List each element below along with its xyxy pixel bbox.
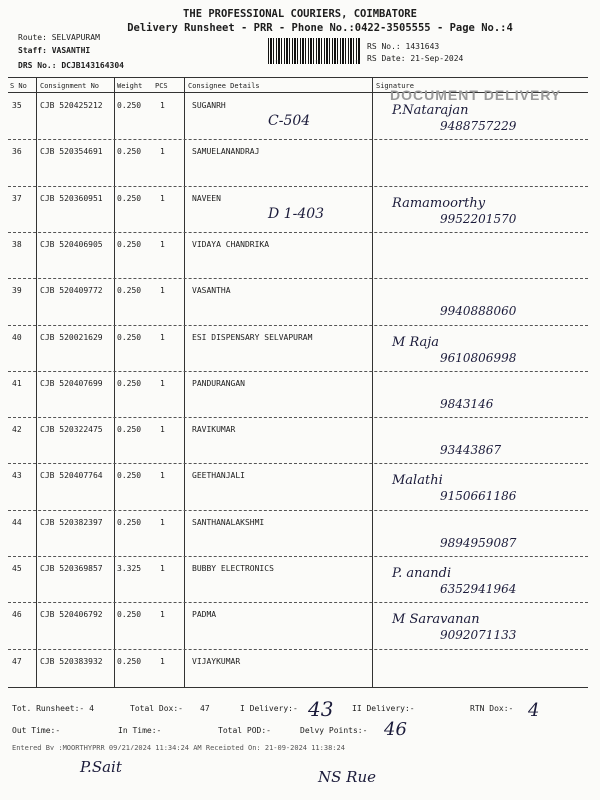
- total-dox-value: 47: [200, 704, 210, 713]
- row-handwritten-note: C-504: [268, 113, 311, 129]
- row-consignment-no: CJB 520406792: [40, 610, 103, 620]
- row-separator: [8, 186, 588, 187]
- row-consignment-no: CJB 520354691: [40, 147, 103, 157]
- row-pcs: 1: [160, 193, 165, 203]
- row-weight: 0.250: [117, 610, 142, 620]
- row-consignee: VASANTHA: [192, 286, 231, 296]
- row-pcs: 1: [160, 471, 165, 481]
- runsheet-subtitle: Delivery Runsheet - PRR - Phone No.:0422-3505555 - Page No.:4: [127, 22, 513, 34]
- row-weight: 0.250: [117, 471, 142, 481]
- row-separator: [8, 139, 588, 140]
- rs-number: RS No.: 1431643: [367, 42, 440, 51]
- row-separator: [8, 556, 588, 557]
- row-sno: 41: [12, 378, 22, 388]
- row-phone: 9488757229: [440, 119, 517, 133]
- drs-number: DRS No.: DCJB143164304: [18, 61, 124, 70]
- row-sno: 43: [12, 471, 22, 481]
- row-weight: 0.250: [117, 147, 142, 157]
- rs-date: RS Date: 21-Sep-2024: [367, 54, 464, 63]
- col-header-consignee: Consignee Details: [188, 82, 260, 90]
- row-phone: 9843146: [440, 396, 494, 411]
- col-header-consignment: Consignment No: [40, 82, 100, 90]
- row-signature: Malathi: [392, 473, 443, 489]
- row-consignee: SUGANRH: [192, 101, 226, 110]
- row-phone: 6352941964: [440, 582, 517, 596]
- row-consignee: NAVEEN: [192, 193, 221, 203]
- company-name: THE PROFESSIONAL COURIERS, COIMBATORE: [183, 8, 417, 20]
- row-consignment-no: CJB 520021629: [40, 332, 103, 342]
- row-weight: 0.250: [117, 517, 142, 527]
- row-separator: [8, 649, 588, 650]
- signature-supervisor: NS Rue: [318, 768, 377, 786]
- row-signature: P. anandi: [392, 566, 452, 581]
- row-consignee: PADMA: [192, 610, 217, 620]
- row-handwritten-note: D 1-403: [268, 205, 325, 222]
- row-weight: 0.250: [117, 239, 142, 249]
- row-consignee: SANTHANALAKSHMI: [192, 517, 265, 527]
- row-pcs: 1: [160, 610, 165, 620]
- row-weight: 0.250: [117, 332, 142, 342]
- row-separator: [8, 417, 588, 418]
- total-dox-label: Total Dox:-: [130, 704, 183, 713]
- row-sno: 39: [12, 286, 22, 296]
- row-sno: 45: [12, 564, 22, 573]
- col-divider: [36, 77, 37, 687]
- row-consignee: SAMUELANANDRAJ: [192, 147, 260, 157]
- tot-runsheet: Tot. Runsheet:- 4: [12, 704, 94, 713]
- col-divider: [184, 77, 185, 687]
- row-phone: 9150661186: [440, 489, 517, 504]
- row-consignee: PANDURANGAN: [192, 378, 245, 388]
- row-consignee: VIDAYA CHANDRIKA: [192, 239, 270, 249]
- delvy-points-label: Delvy Points:-: [300, 726, 368, 735]
- row-signature: M Raja: [392, 334, 440, 350]
- row-pcs: 1: [160, 147, 165, 157]
- rtn-dox-label: RTN Dox:-: [470, 704, 514, 713]
- barcode: [268, 38, 361, 64]
- row-weight: 0.250: [117, 193, 142, 203]
- row-phone: 93443867: [440, 443, 502, 458]
- row-phone: 9894959087: [440, 535, 517, 550]
- row-pcs: 1: [160, 517, 165, 527]
- rtn-dox-value: 4: [528, 700, 540, 721]
- row-pcs: 1: [160, 564, 165, 573]
- row-consignment-no: CJB 520322475: [40, 425, 103, 435]
- row-sno: 35: [12, 101, 22, 110]
- table-bottom-rule: [8, 687, 588, 688]
- row-weight: 0.250: [117, 656, 142, 666]
- row-weight: 0.250: [117, 378, 142, 388]
- delvy-points-value: 46: [384, 719, 407, 740]
- row-phone: 9092071133: [440, 628, 517, 643]
- signature-staff: P.Sait: [80, 758, 122, 776]
- row-pcs: 1: [160, 332, 165, 342]
- row-signature: Ramamoorthy: [392, 195, 486, 211]
- col-divider: [114, 77, 115, 687]
- row-pcs: 1: [160, 286, 165, 296]
- row-consignee: GEETHANJALI: [192, 471, 245, 481]
- row-sno: 37: [12, 193, 22, 203]
- row-separator: [8, 463, 588, 464]
- total-pod-label: Total POD:-: [218, 726, 271, 735]
- row-consignment-no: CJB 520407764: [40, 471, 103, 481]
- row-consignee: BUBBY ELECTRONICS: [192, 564, 274, 573]
- row-pcs: 1: [160, 239, 165, 249]
- row-phone: 9610806998: [440, 350, 517, 365]
- row-pcs: 1: [160, 425, 165, 435]
- row-separator: [8, 371, 588, 372]
- row-separator: [8, 325, 588, 326]
- row-sno: 36: [12, 147, 22, 157]
- row-weight: 0.250: [117, 425, 142, 435]
- row-pcs: 1: [160, 656, 165, 666]
- row-consignment-no: CJB 520407699: [40, 378, 103, 388]
- row-sno: 44: [12, 517, 22, 527]
- table-top-rule: [8, 77, 588, 78]
- row-consignment-no: CJB 520369857: [40, 564, 103, 573]
- row-separator: [8, 278, 588, 279]
- row-weight: 3.325: [117, 564, 142, 573]
- row-signature: M Saravanan: [392, 612, 480, 628]
- row-sno: 42: [12, 425, 22, 435]
- row-sno: 38: [12, 239, 22, 249]
- i-delivery-value: 43: [308, 697, 334, 721]
- row-sno: 46: [12, 610, 22, 620]
- row-consignee: RAVIKUMAR: [192, 425, 236, 435]
- ii-delivery-label: II Delivery:-: [352, 704, 415, 713]
- row-consignment-no: CJB 520360951: [40, 193, 103, 203]
- row-weight: 0.250: [117, 101, 142, 110]
- row-consignment-no: CJB 520425212: [40, 101, 103, 110]
- row-consignment-no: CJB 520409772: [40, 286, 103, 296]
- row-phone: 9940888060: [440, 304, 517, 319]
- entered-by-line: Entered By :MOORTHYPRR 09/21/2024 11:34:24 AM Receipted On: 21-09-2024 11:38:24: [12, 744, 345, 750]
- staff: Staff: VASANTHI: [18, 46, 91, 55]
- col-header-sno: S No: [10, 82, 27, 90]
- row-weight: 0.250: [117, 286, 142, 296]
- row-pcs: 1: [160, 101, 165, 110]
- row-separator: [8, 510, 588, 511]
- col-divider: [372, 77, 373, 687]
- col-header-signature: Signature: [376, 82, 414, 90]
- out-time-label: Out Time:-: [12, 726, 61, 735]
- row-consignment-no: CJB 520383932: [40, 656, 103, 666]
- row-consignment-no: CJB 520382397: [40, 517, 103, 527]
- row-consignee: ESI DISPENSARY SELVAPURAM: [192, 332, 313, 342]
- row-sno: 47: [12, 656, 22, 666]
- row-consignment-no: CJB 520406905: [40, 239, 103, 249]
- row-pcs: 1: [160, 378, 165, 388]
- route: Route: SELVAPURAM: [18, 33, 100, 42]
- col-header-weight: Weight: [117, 82, 143, 90]
- row-separator: [8, 232, 588, 233]
- row-separator: [8, 602, 588, 603]
- col-header-pcs: PCS: [155, 82, 168, 90]
- row-signature: P.Natarajan: [392, 103, 469, 118]
- row-sno: 40: [12, 332, 22, 342]
- i-delivery-label: I Delivery:-: [240, 704, 298, 713]
- row-phone: 9952201570: [440, 211, 517, 226]
- document-delivery-stamp: DOCUMENT DELIVERY: [390, 87, 562, 103]
- in-time-label: In Time:-: [118, 726, 162, 735]
- row-consignee: VIJAYKUMAR: [192, 656, 241, 666]
